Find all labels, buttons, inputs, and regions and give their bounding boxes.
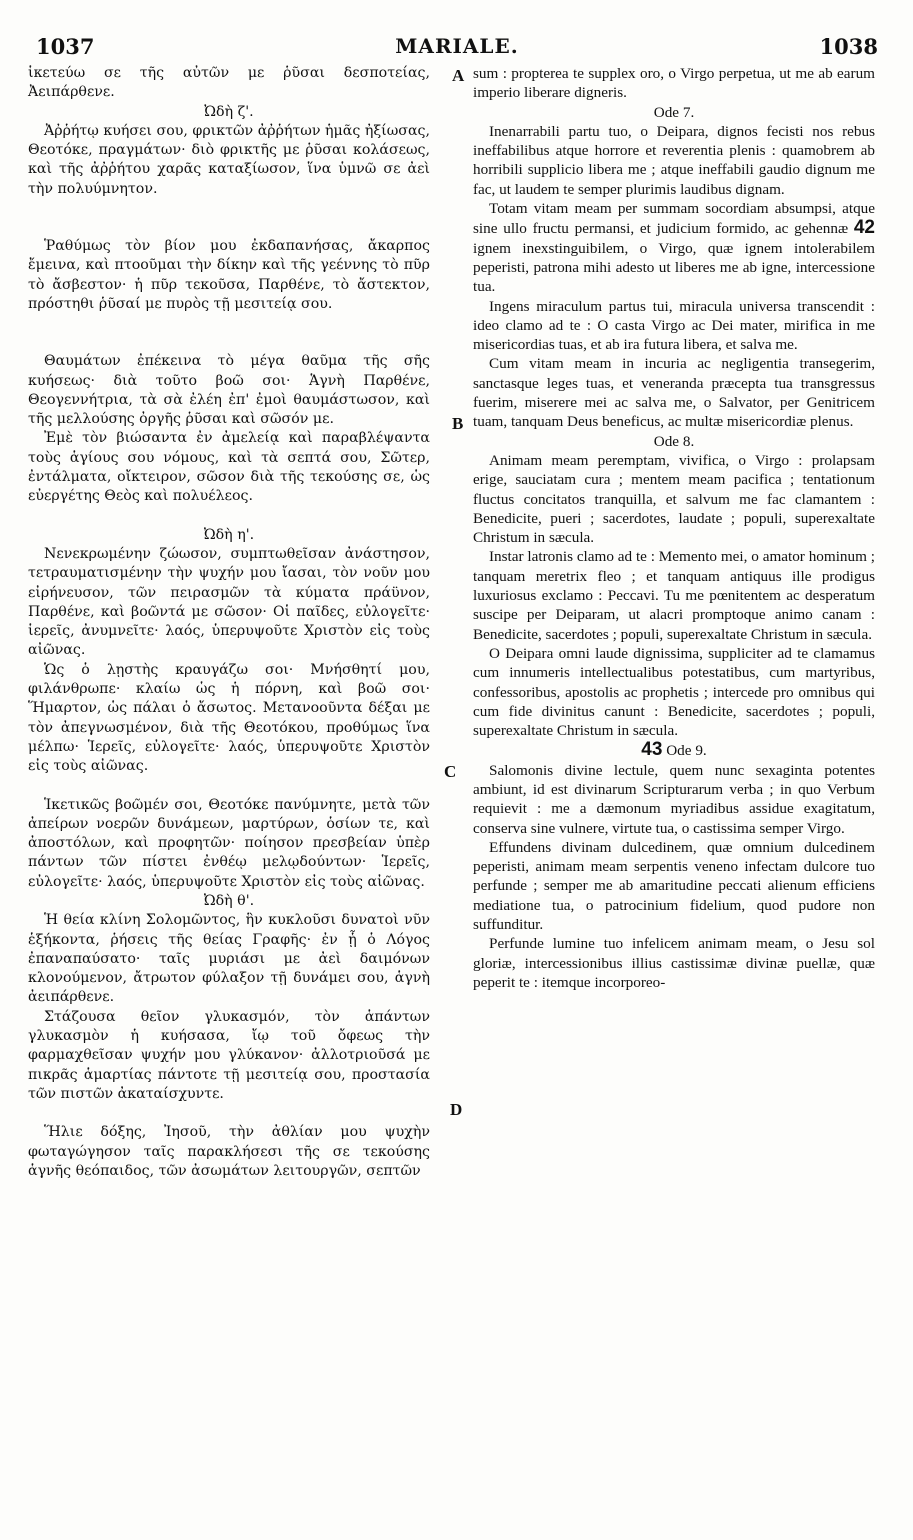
paragraph: ἱκετεύω σε τῆς αὐτῶν με ῥῦσαι δεσποτείας, Ἀειπάρθενε. — [28, 65, 430, 101]
heading-text: Ode 8. — [653, 432, 695, 450]
paragraph: sum : propterea te supplex oro, o Virgo perpetua, ut me ab earum imperio liberare digneris. — [473, 65, 875, 102]
heading-text: Ὠδὴ θ'. — [203, 892, 255, 909]
ode-heading — [28, 526, 430, 545]
right-page-number: 1038 — [819, 34, 878, 59]
paragraph: O Deipara omni laude dignissima, suppliciter ad te clamamus cum innumeris intellectualibus potestatibus, cum martyribus, confessoribus, apostolis ac prophetis ; intercede pro omnibus qui cum fide divinitus canunt : Benedicite, sacerdotes ; populi, superexaltate Christum in sæcula. — [473, 644, 875, 740]
left-page-number: 1037 — [36, 34, 95, 59]
spacer — [28, 199, 430, 237]
ode-heading — [473, 103, 875, 122]
margin-letter-c: C — [444, 762, 457, 781]
margin-letter-d: D — [450, 1100, 463, 1119]
paragraph: Ἡ θεία κλίνη Σολομῶντος, ἣν κυκλοῦσι δυνατοὶ νῦν ἑξήκοντα, ῥήσεις τῆς θείας Γραφῆς· ἐν ᾗ ὁ Λόγος ἐπαναπαύσατο· ταῖς μυριάσι με ἀεὶ δαιμόνων κλονούμενον, ἄτρωτον φύλαξον τῇ δυνάμει σου, ἁγνὴ ἀειπάρθενε. — [28, 912, 430, 1006]
paragraph: Perfunde lumine tuo infelicem animam meam, o Jesu sol gloriæ, intercessionibus illius castissimæ divinæ puellæ, quæ peperit te : itemque incorporeo- — [473, 935, 875, 991]
ode-heading — [473, 432, 875, 451]
spacer — [28, 777, 430, 796]
paragraph: Ἐμὲ τὸν βιώσαντα ἐν ἀμελείᾳ καὶ παραβλέψαντα τοὺς ἁγίους σου νόμους, καὶ τὰ σεπτά σου, Σῶτερ, ἐντάλματα, οἴκτειρον, σῶσον διὰ τῆς τεκούσης σε, ὡς εὐεργέτης Θεὸς καὶ πολυέλεος. — [28, 430, 430, 505]
paragraph: Ἀῤῥήτῳ κυήσει σου, φρικτῶν ἀῤῥήτων ἡμᾶς ἠξίωσας, Θεοτόκε, πραγμάτων· διὸ φρικτῆς με ῥῦσαι κολάσεως, καὶ τῆς ἀῤῥήτου χαρᾶς καταξίωσον, ἵνα ὑμνῶ σε ἀεὶ τὴν πολυύμνητον. — [28, 122, 430, 197]
latin-column — [473, 64, 875, 992]
page-header — [36, 34, 878, 60]
paragraph: Ὡς ὁ λῃστὴς κραυγάζω σοι· Μνήσθητί μου, φιλάνθρωπε· κλαίω ὡς ἡ πόρνη, καὶ βοῶ σοι· Ἥμαρτον, ὡς πάλαι ὁ ἄσωτος. Μετανοοῦντα δέξαι με τὸν ἀπεγνωσμένον, διὰ τῆς Θεοτόκου, προθύμως ἵνα μέλπω· Ἱερεῖς, εὐλογεῖτε· λαός, ὑπερυψοῦτε Χριστὸν εἰς τοὺς αἰῶνας. — [28, 661, 430, 775]
paragraph: Inenarrabili partu tuo, o Deipara, dignos fecisti nos rebus ineffabilibus atque horrore et reverentia plenis : quamobrem ab horribili supplicio libera me ; atque ineffabili gaudio dignum me fac, ut laudem te semper plurimis laudibus dignam. — [473, 122, 875, 198]
paragraph: Totam vitam meam per summam socordiam absumpsi, atque sine ullo fructu permansi, et judicium formido, ac gehennæ 42 ignem inexstinguibilem, o Virgo, quæ ignem intolerabilem peperisti, patrona mihi adesto ut liberes me ab igne, intercessione tua. — [473, 200, 875, 296]
spacer — [28, 507, 430, 526]
paragraph: Effundens divinam dulcedinem, quæ omnium dulcedinem peperisti, animam meam serpentis veneno infectam dulcore tuo perfunde ; semper me ab amaritudine peccati alienum efficiens mediatione tua, o patrocinium fidelium, quod pudore non suffunditur. — [473, 838, 875, 934]
ode-heading — [28, 892, 430, 911]
ode-heading — [28, 103, 430, 122]
paragraph: Cum vitam meam in incuria ac negligentia transegerim, sanctasque leges tuas, et veneranda præcepta tua transgressus fuerim, miserere mei ac salva me, o Salvator, per Genitricem tuam, tanquam Deus beneficus, ac multæ misericordiæ plenus. — [473, 355, 875, 431]
paragraph: Ingens miraculum partus tui, miracula universa transcendit : ideo clamo ad te : O casta Virgo ac Dei mater, mirifica in me misericordias tuas, et ab ira futura libera, et salva me. — [473, 297, 875, 354]
spacer — [28, 1104, 430, 1123]
ode-heading — [473, 740, 875, 760]
paragraph: Στάζουσα θεῖον γλυκασμόν, τὸν ἁπάντων γλυκασμὸν ἡ κυήσασα, ἴῳ τοῦ ὄφεως τὴν φαρμαχθεῖσαν ψυχήν μου γλύκανον· ἀλλοτριοῦσά με πικρᾶς ἁμαρτίας πάντοτε τῇ μεσιτείᾳ σου, προστασία τῶν πιστῶν ἀκαταίσχυντε. — [28, 1008, 430, 1102]
heading-text: Ode 7. — [653, 103, 695, 121]
paragraph: Νενεκρωμένην ζώωσον, συμπτωθεῖσαν ἀνάστησον, τετραυματισμένην τὴν ψυχήν μου ἴασαι, τὸν νοῦν μου εἰρήνευσον, τῶν πειρασμῶν τὰ κύματα πράϋνον, Παρθένε, καὶ βοῶντά με σῶσον· Οἱ παῖδες, εὐλογεῖτε· ἱερεῖς, ἀνυμνεῖτε· λαός, ὑπερυψοῦτε Χριστὸν εἰς τοὺς αἰῶνας. — [28, 545, 430, 659]
margin-letter-b: B — [452, 414, 464, 433]
column-number: 42 — [853, 217, 875, 239]
heading-text: Ode 9. — [666, 742, 707, 760]
paragraph: Salomonis divine lectule, quem nunc sexaginta potentes ambiunt, id est divinarum Scripturarum verba ; in quo Verbum requievit : me a dæmonum myriadibus assidue exagitatum, conserva sine vulnere, virtute tua, o castissima semper Virgo. — [473, 761, 875, 837]
spacer — [28, 314, 430, 352]
paragraph: Ἥλιε δόξης, Ἰησοῦ, τὴν ἀθλίαν μου ψυχὴν φωταγώγησον ταῖς παρακλήσεσι τῆς σε τεκούσης ἁγνῆς θεόπαιδος, τῶν ἀσωμάτων λειτουργῶν, σεπτῶν — [28, 1124, 430, 1179]
margin-letter-a: A — [452, 66, 465, 85]
paragraph: Instar latronis clamo ad te : Memento mei, o amator hominum ; tanquam meretrix fleo ; et tanquam antiquus ille prodigus luxuriosus exclamo : Peccavi. Tu me pœnitentem ac desperatum suscipe per Deiparam, ut alacri promptoque animo canam : Benedicite, sacerdotes ; populi, superexaltate Christum in sæcula. — [473, 548, 875, 643]
running-title: MARIALE. — [395, 34, 519, 58]
paragraph: Animam meam peremptam, vivifica, o Virgo : prolapsam erige, sauciatam cura ; mentem meam pacifica ; tentationum fluctus concitatos tranquilla, et salvum me fac clamantem : Benedicite, pueri ; sacerdotes, laudate ; populi, superexaltate Christum in sæcula. — [473, 451, 875, 547]
column-number: 43 — [641, 739, 663, 761]
greek-column — [28, 64, 430, 1181]
paragraph: Ῥαθύμως τὸν βίον μου ἐκδαπανήσας, ἄκαρπος ἔμεινα, καὶ πτοοῦμαι τὴν δίκην καὶ τῆς γεέννης τὸ πῦρ τὸ ἄσβεστον· ἡ πῦρ τεκοῦσα, Παρθένε, τὸ ἄστεκτον, πρόστηθι ῥῦσαί με πυρὸς τῇ μεσιτείᾳ σου. — [28, 238, 430, 312]
heading-text: Ὠδὴ η'. — [203, 526, 255, 543]
heading-text: Ὠδὴ ζ'. — [204, 103, 254, 120]
paragraph: Θαυμάτων ἐπέκεινα τὸ μέγα θαῦμα τῆς σῆς κυήσεως· διὰ τοῦτο βοῶ σοι· Ἁγνὴ Παρθένε, Θεογεννήτρια, τὰ σὰ ἐλέη ἐπ' ἐμοὶ θαυμάστωσον, καὶ τῆς μελλούσης ὀργῆς ῥῦσαι καὶ σῶσόν με. — [28, 353, 430, 428]
paragraph: Ἱκετικῶς βοῶμέν σοι, Θεοτόκε πανύμνητε, μετὰ τῶν ἀπείρων νοερῶν δυνάμεων, μαρτύρων, ὁσίων τε, καὶ ἀποστόλων, καὶ προφητῶν· ποίησον πρεσβείαν ὑπὲρ πάντων τῶν πίστει ἐνθέῳ μελῳδούντων· Ἱερεῖς, εὐλογεῖτε· λαός, ὑπερυψοῦτε Χριστὸν εἰς τοὺς αἰῶνας. — [28, 796, 430, 890]
